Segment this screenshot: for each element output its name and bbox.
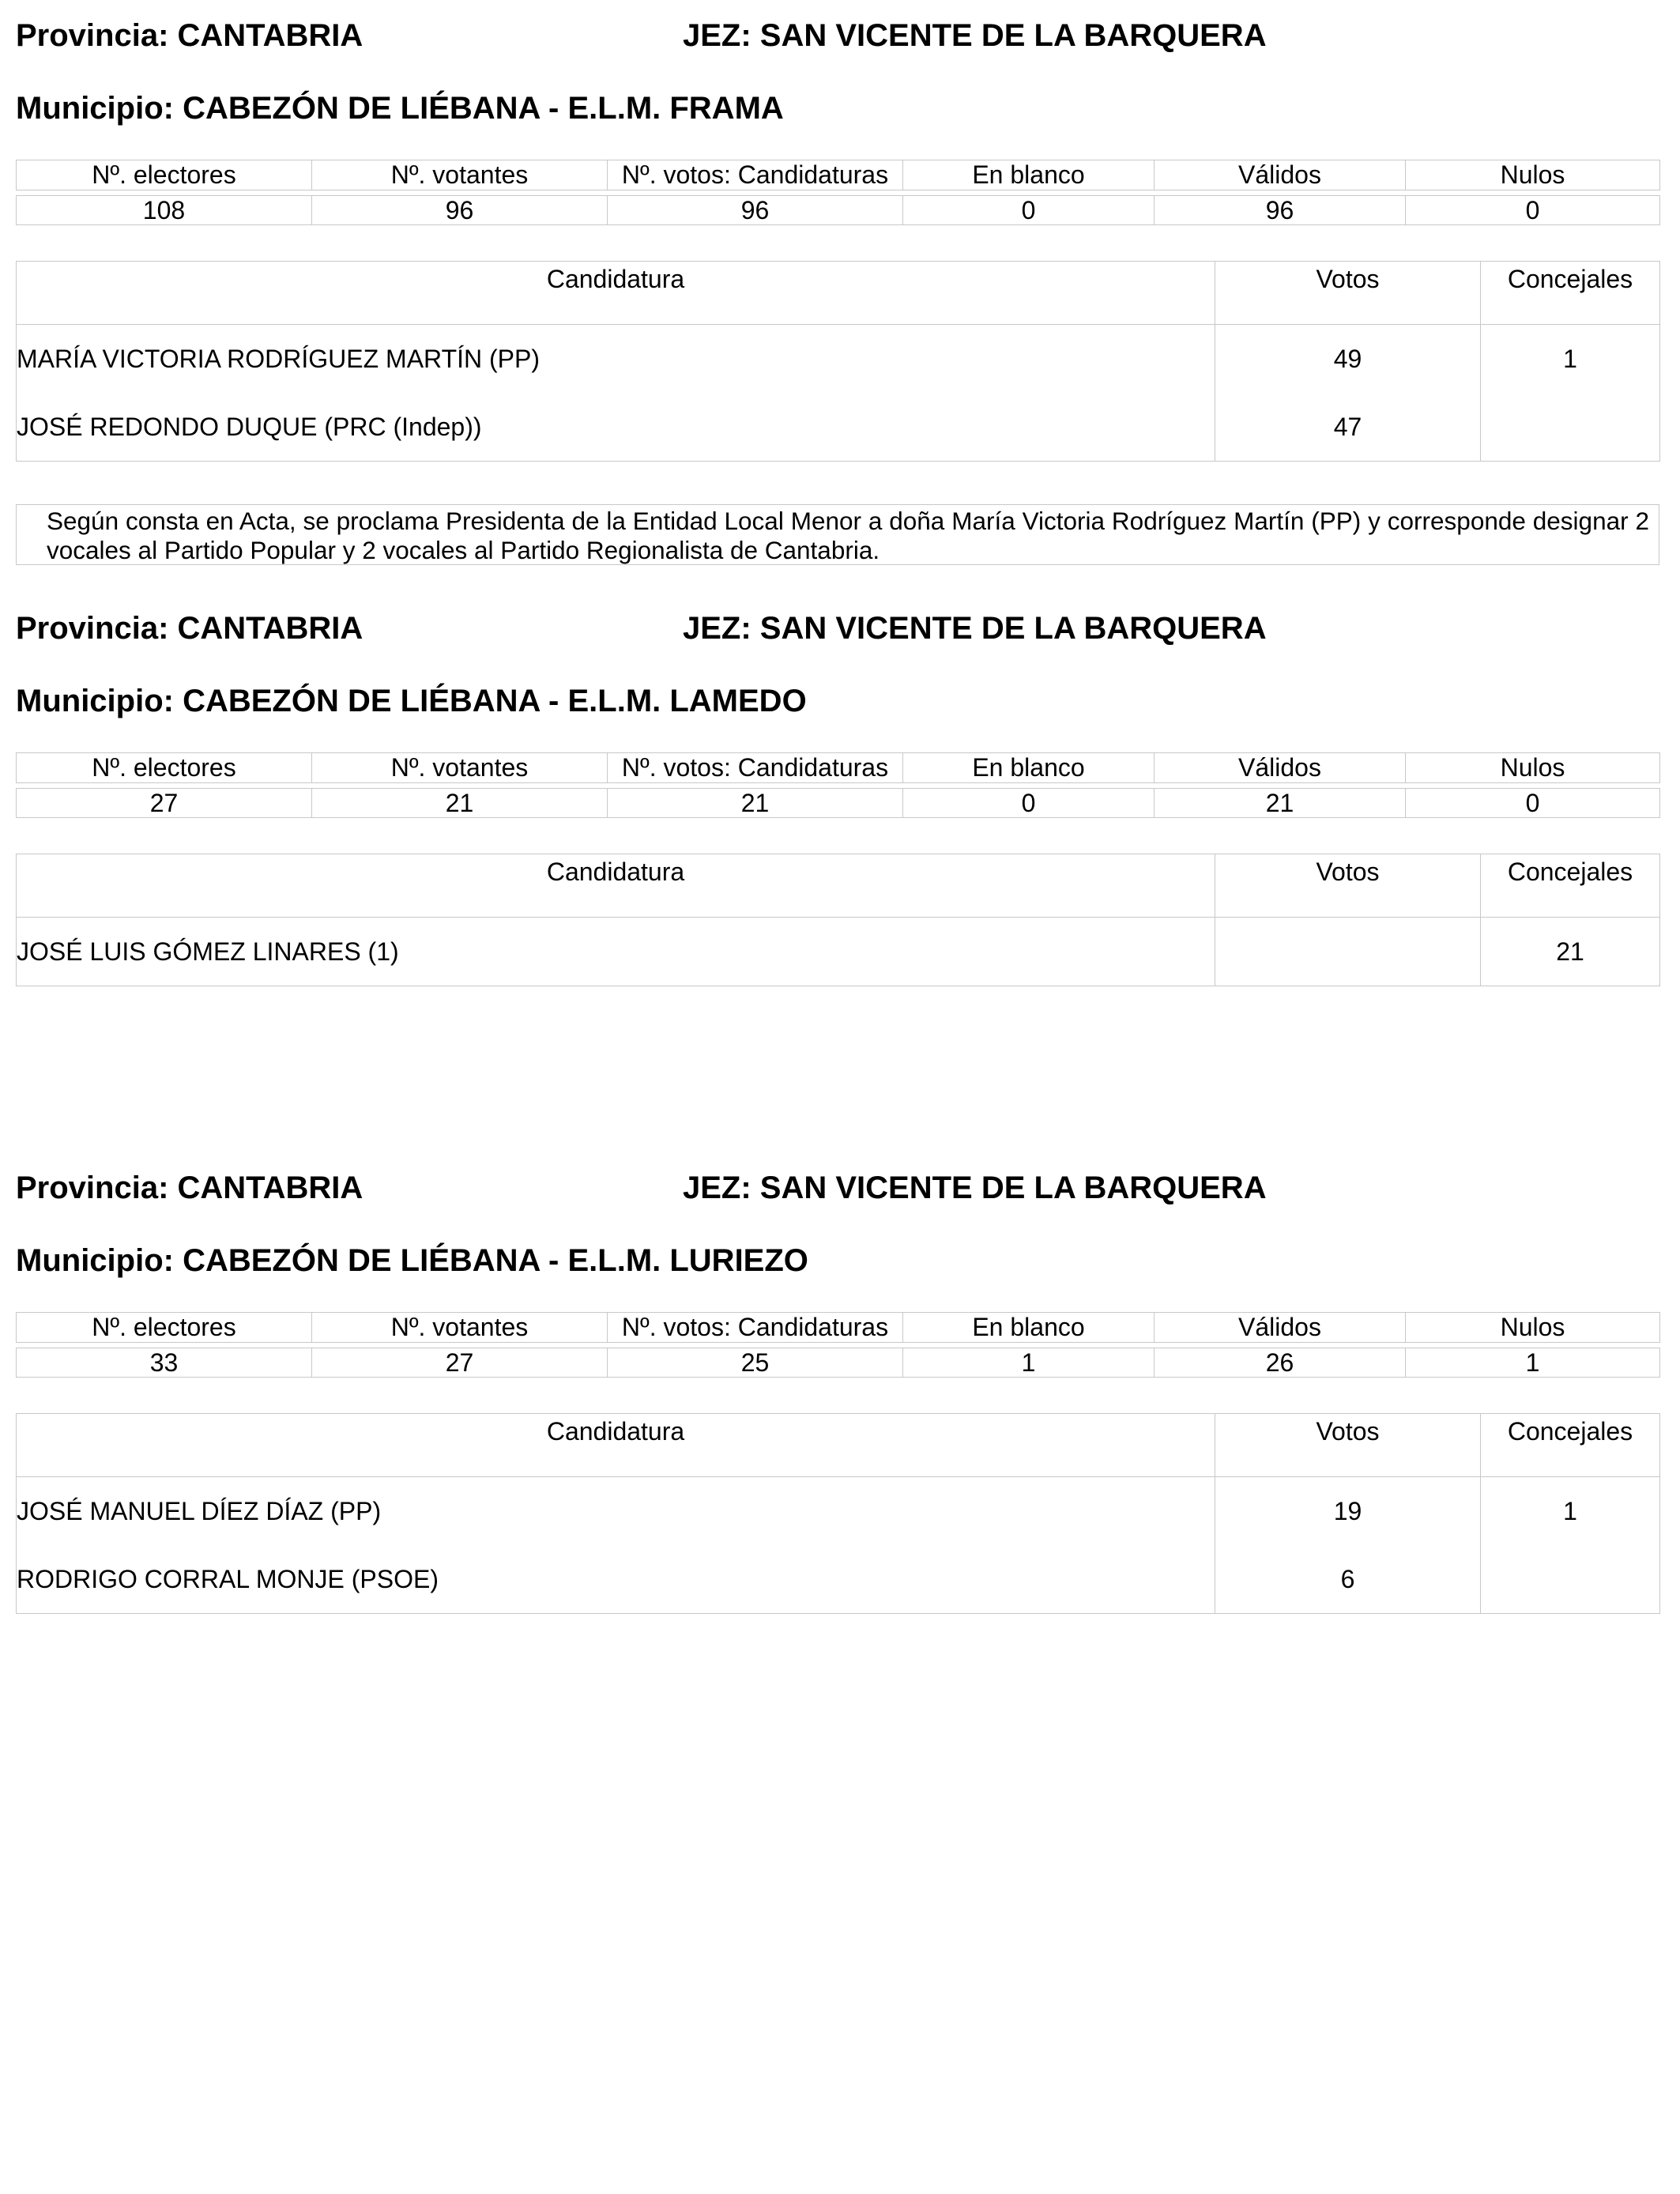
jez-label: JEZ: SAN VICENTE DE LA BARQUERA <box>683 1171 1267 1205</box>
cand-header-candidatura: Candidatura <box>17 1414 1215 1477</box>
stat-header-votantes: Nº. votantes <box>312 1313 608 1343</box>
candidate-name: JOSÉ REDONDO DUQUE (PRC (Indep)) <box>17 413 482 441</box>
candidate-votos: 6 <box>1340 1565 1355 1593</box>
stat-header-nulos: Nulos <box>1406 753 1660 783</box>
stats-spacer <box>17 1343 1660 1348</box>
stat-value-votantes: 96 <box>312 196 608 225</box>
stat-header-votantes: Nº. votantes <box>312 753 608 783</box>
stat-value-nulos: 0 <box>1406 789 1660 818</box>
stat-value-validos: 96 <box>1155 196 1406 225</box>
stat-header-validos: Válidos <box>1155 753 1406 783</box>
stats-table <box>16 752 1660 818</box>
stat-header-votantes: Nº. votantes <box>312 160 608 190</box>
stat-header-validos: Válidos <box>1155 160 1406 190</box>
stat-header-en-blanco: En blanco <box>903 753 1155 783</box>
cand-header-concejales: Concejales <box>1481 854 1660 918</box>
stat-value-electores: 108 <box>17 196 312 225</box>
candidate-name: MARÍA VICTORIA RODRÍGUEZ MARTÍN (PP) <box>17 345 540 373</box>
candidate-concejales <box>1481 1545 1659 1613</box>
candidate-names <box>17 325 1215 462</box>
stat-header-en-blanco: En blanco <box>903 160 1155 190</box>
cand-header-concejales: Concejales <box>1481 262 1660 325</box>
provincia-label: Provincia: CANTABRIA <box>16 1171 363 1205</box>
stat-value-votantes: 27 <box>312 1348 608 1378</box>
candidate-names <box>17 918 1215 986</box>
candidate-concejales-col <box>1481 918 1660 986</box>
stat-value-validos: 26 <box>1155 1348 1406 1378</box>
provincia-label: Provincia: CANTABRIA <box>16 611 363 646</box>
candidates-table <box>16 854 1660 986</box>
stat-header-en-blanco: En blanco <box>903 1313 1155 1343</box>
candidate-votos <box>1215 918 1480 986</box>
stat-header-electores: Nº. electores <box>17 160 312 190</box>
proclamation-note: Según consta en Acta, se proclama Presidenta de la Entidad Local Menor a doña María Victoria Rodríguez Martín (PP) y corresponde designar 2 vocales al Partido Popular y 2 vocales al Partido Regionalista de Cantabria. <box>16 504 1659 565</box>
candidate-name: JOSÉ MANUEL DÍEZ DÍAZ (PP) <box>17 1497 382 1525</box>
candidate-concejales <box>1481 393 1659 461</box>
provincia-label: Provincia: CANTABRIA <box>16 18 363 53</box>
stat-value-validos: 21 <box>1155 789 1406 818</box>
stat-header-electores: Nº. electores <box>17 753 312 783</box>
stat-value-en-blanco: 0 <box>903 196 1155 225</box>
stat-value-en-blanco: 0 <box>903 789 1155 818</box>
cand-header-candidatura: Candidatura <box>17 854 1215 918</box>
cand-header-votos: Votos <box>1215 854 1481 918</box>
cand-header-votos: Votos <box>1215 262 1481 325</box>
candidates-table <box>16 261 1660 462</box>
cand-header-votos: Votos <box>1215 1414 1481 1477</box>
stat-value-nulos: 1 <box>1406 1348 1660 1378</box>
candidate-concejales-col <box>1481 325 1660 462</box>
stats-table <box>16 1312 1660 1378</box>
candidate-votos: 19 <box>1333 1497 1362 1525</box>
stat-value-en-blanco: 1 <box>903 1348 1155 1378</box>
stats-spacer <box>17 190 1660 196</box>
stats-table <box>16 160 1660 225</box>
candidate-name: RODRIGO CORRAL MONJE (PSOE) <box>17 1565 439 1593</box>
candidate-votos: 49 <box>1333 345 1362 373</box>
stat-value-electores: 33 <box>17 1348 312 1378</box>
candidate-votes <box>1215 918 1481 986</box>
stat-value-votantes: 21 <box>312 789 608 818</box>
municipio-title: Municipio: CABEZÓN DE LIÉBANA - E.L.M. LURIEZO <box>16 1243 808 1278</box>
stat-value-votos-candidaturas: 96 <box>608 196 903 225</box>
stat-header-electores: Nº. electores <box>17 1313 312 1343</box>
candidate-concejales: 1 <box>1563 345 1577 373</box>
candidate-concejales-col <box>1481 1477 1660 1614</box>
stat-header-nulos: Nulos <box>1406 160 1660 190</box>
municipio-title: Municipio: CABEZÓN DE LIÉBANA - E.L.M. LAMEDO <box>16 684 807 718</box>
candidate-votos: 47 <box>1333 413 1362 441</box>
candidate-concejales: 1 <box>1563 1497 1577 1525</box>
candidate-concejales: 21 <box>1556 937 1584 966</box>
jez-label: JEZ: SAN VICENTE DE LA BARQUERA <box>683 18 1267 53</box>
candidates-table <box>16 1413 1660 1614</box>
stat-header-nulos: Nulos <box>1406 1313 1660 1343</box>
stat-header-votos-candidaturas: Nº. votos: Candidaturas <box>608 160 903 190</box>
stat-header-votos-candidaturas: Nº. votos: Candidaturas <box>608 1313 903 1343</box>
stat-value-electores: 27 <box>17 789 312 818</box>
stat-value-votos-candidaturas: 25 <box>608 1348 903 1378</box>
candidate-votes <box>1215 1477 1481 1614</box>
candidate-names <box>17 1477 1215 1614</box>
stat-value-votos-candidaturas: 21 <box>608 789 903 818</box>
stat-header-votos-candidaturas: Nº. votos: Candidaturas <box>608 753 903 783</box>
stat-header-validos: Válidos <box>1155 1313 1406 1343</box>
stat-value-nulos: 0 <box>1406 196 1660 225</box>
municipio-title: Municipio: CABEZÓN DE LIÉBANA - E.L.M. FRAMA <box>16 91 784 126</box>
cand-header-concejales: Concejales <box>1481 1414 1660 1477</box>
stats-spacer <box>17 783 1660 789</box>
candidate-votes <box>1215 325 1481 462</box>
candidate-name: JOSÉ LUIS GÓMEZ LINARES (1) <box>17 937 399 966</box>
jez-label: JEZ: SAN VICENTE DE LA BARQUERA <box>683 611 1267 646</box>
cand-header-candidatura: Candidatura <box>17 262 1215 325</box>
